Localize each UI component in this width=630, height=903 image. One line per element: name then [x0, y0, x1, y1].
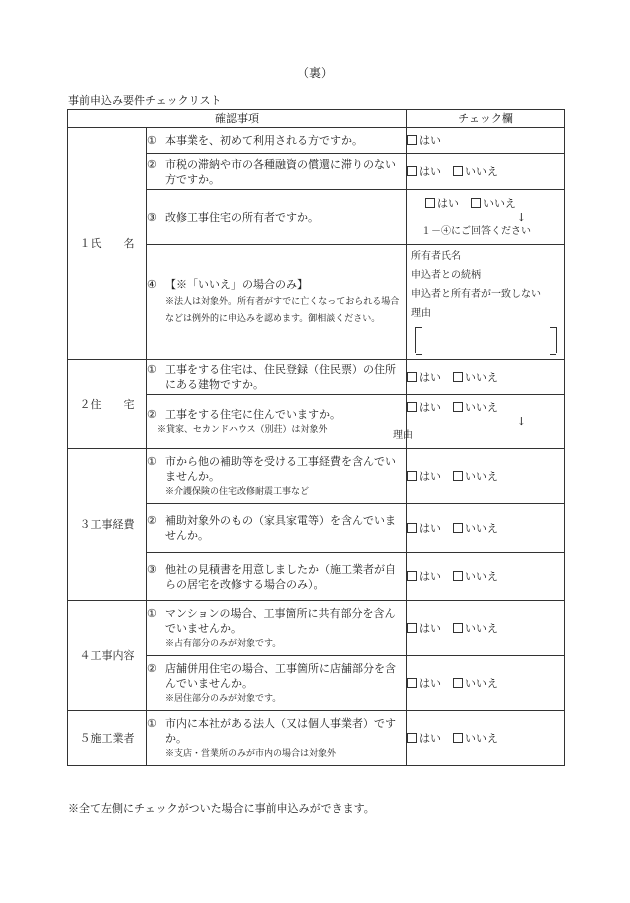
- checkbox-icon: [453, 471, 463, 481]
- no-label: いいえ: [465, 731, 498, 745]
- no-checkbox[interactable]: [453, 731, 498, 746]
- item-number: ①: [147, 363, 157, 376]
- item-text: 店舗併用住宅の場合、工事箇所に店舗部分を含んでいませんか。: [165, 661, 396, 690]
- check-4-2: [407, 656, 565, 711]
- checkbox-icon: [407, 623, 417, 633]
- item-text: 市内に本社がある法人（又は個人事業者）ですか。: [165, 716, 396, 745]
- reason-label: 理由: [393, 430, 413, 441]
- page-title: （裏）: [296, 66, 333, 80]
- checkbox-icon: [407, 471, 417, 481]
- checklist-title: 事前申込み要件チェックリスト: [68, 94, 222, 107]
- yes-label: はい: [419, 570, 441, 583]
- item-2-2: [147, 395, 407, 449]
- no-label: いいえ: [483, 196, 516, 210]
- check-1-2: [407, 154, 565, 190]
- item-text: 市から他の補助等を受ける工事経費を含んでいませんか。: [165, 454, 396, 483]
- item-4-1: [147, 601, 407, 656]
- no-checkbox[interactable]: [453, 521, 498, 536]
- arrow-down-icon: ↓: [516, 210, 526, 224]
- no-checkbox[interactable]: [453, 164, 498, 179]
- yes-checkbox[interactable]: [407, 621, 441, 636]
- header-check: チェック欄: [407, 110, 565, 128]
- no-label: いいえ: [465, 165, 498, 178]
- checkbox-icon: [453, 733, 463, 743]
- yes-checkbox[interactable]: [407, 469, 441, 484]
- category-name: １氏 名: [68, 128, 147, 360]
- item-number: ①: [147, 716, 157, 730]
- checkbox-icon: [407, 678, 417, 688]
- item-5-1: [147, 711, 407, 766]
- no-checkbox[interactable]: [453, 400, 498, 415]
- yes-checkbox[interactable]: [407, 400, 441, 415]
- checklist-table: [67, 109, 565, 766]
- checkbox-icon: [453, 166, 463, 176]
- check-2-2: [393, 395, 565, 449]
- item-text: 市税の滞納や市の各種融資の償還に滞りのない方ですか。: [165, 157, 396, 186]
- checkbox-icon: [453, 523, 463, 533]
- checkbox-icon: [453, 372, 463, 382]
- yes-checkbox[interactable]: [407, 133, 441, 148]
- check-3-2: [407, 504, 565, 553]
- checkbox-icon: [407, 372, 417, 382]
- yes-checkbox[interactable]: [407, 370, 441, 385]
- item-number: ①: [147, 606, 157, 620]
- yes-checkbox[interactable]: [407, 676, 441, 691]
- yes-label: はい: [419, 621, 441, 635]
- mismatch-label: 申込者と所有者が一致しない: [411, 289, 541, 300]
- item-text: 改修工事住宅の所有者ですか。: [165, 210, 319, 224]
- item-text: 工事をする住宅に住んでいますか。: [165, 407, 341, 421]
- checkbox-icon: [453, 571, 463, 581]
- yes-checkbox[interactable]: [407, 521, 441, 536]
- item-2-1: [147, 360, 407, 395]
- table-row: [68, 128, 565, 154]
- checkbox-icon: [407, 166, 417, 176]
- footer-note: ※全て左側にチェックがついた場合に事前申込みができます。: [68, 802, 375, 815]
- table-row: [68, 711, 565, 766]
- checkbox-icon: [453, 623, 463, 633]
- check-5-1: [407, 711, 565, 766]
- header-items: 確認事項: [68, 110, 407, 128]
- checkbox-icon: [407, 402, 417, 412]
- item-text: 補助対象外のもの（家具家電等）を含んでいませんか。: [165, 514, 396, 542]
- no-label: いいえ: [465, 370, 498, 384]
- item-number: ②: [147, 514, 157, 527]
- item-text: マンションの場合、工事箇所に共有部分を含んでいませんか。: [165, 606, 396, 635]
- owner-name-field[interactable]: 所有者氏名: [411, 251, 461, 262]
- yes-label: はい: [437, 196, 459, 210]
- checkbox-icon: [471, 198, 481, 208]
- no-label: いいえ: [465, 621, 498, 635]
- yes-label: はい: [419, 676, 441, 690]
- no-checkbox[interactable]: [453, 621, 498, 636]
- yes-checkbox[interactable]: [425, 196, 459, 211]
- item-note: ※支店・営業所のみが市内の場合は対象外: [165, 748, 337, 759]
- item-1-3: [147, 190, 407, 245]
- reason-label: 理由: [411, 308, 431, 319]
- check-3-1: [407, 449, 565, 504]
- item-number: ③: [147, 210, 157, 224]
- relation-field[interactable]: 申込者との続柄: [411, 270, 481, 281]
- check-1-3: [407, 190, 565, 245]
- yes-label: はい: [419, 401, 441, 414]
- item-note: ※貸家、セカンドハウス（別荘）は対象外: [157, 424, 328, 435]
- yes-label: はい: [419, 165, 441, 178]
- checkbox-icon: [407, 571, 417, 581]
- no-label: いいえ: [465, 469, 498, 483]
- item-note: ※居住部分のみが対象です。: [165, 693, 282, 704]
- item-number: ①: [147, 134, 157, 147]
- category-name: ３工事経費: [68, 449, 147, 601]
- yes-label: はい: [419, 134, 441, 147]
- yes-checkbox[interactable]: [407, 164, 441, 179]
- item-number: ②: [147, 157, 157, 171]
- item-4-2: [147, 656, 407, 711]
- item-1-1: [147, 128, 407, 154]
- checkbox-icon: [453, 678, 463, 688]
- no-checkbox[interactable]: [471, 196, 516, 211]
- table-row: [68, 601, 565, 656]
- no-checkbox[interactable]: [453, 676, 498, 691]
- checkbox-icon: [407, 135, 417, 145]
- item-1-4: [147, 245, 407, 360]
- category-name: ５施工業者: [68, 711, 147, 766]
- no-checkbox[interactable]: [453, 469, 498, 484]
- no-label: いいえ: [465, 401, 498, 414]
- checkbox-icon: [407, 523, 417, 533]
- no-label: いいえ: [465, 570, 498, 583]
- item-number: ②: [147, 661, 157, 675]
- checkbox-icon: [407, 733, 417, 743]
- header-row: [68, 110, 565, 128]
- check-1-1: [407, 128, 565, 154]
- table-row: [68, 449, 565, 504]
- item-1-2: [147, 154, 407, 190]
- owner-fields: [407, 245, 565, 360]
- item-number: ①: [147, 454, 157, 468]
- category-name: ４工事内容: [68, 601, 147, 711]
- check-2-1: [407, 360, 565, 395]
- reason-input[interactable]: [415, 327, 557, 353]
- yes-label: はい: [419, 469, 441, 483]
- checkbox-icon: [453, 402, 463, 412]
- item-number: ③: [147, 562, 157, 576]
- item-note: ※占有部分のみが対象です。: [165, 638, 282, 649]
- yes-checkbox[interactable]: [407, 731, 441, 746]
- item-number: ②: [147, 407, 157, 421]
- check-3-3: [407, 553, 565, 601]
- arrow-down-icon: ↓: [516, 415, 526, 428]
- category-name: ２住 宅: [68, 360, 147, 449]
- item-text: 【※「いいえ」の場合のみ】: [165, 277, 308, 291]
- yes-label: はい: [419, 370, 441, 384]
- no-label: いいえ: [465, 676, 498, 690]
- item-3-2: [147, 504, 407, 553]
- checkbox-icon: [425, 198, 435, 208]
- no-checkbox[interactable]: [453, 569, 498, 584]
- no-label: いいえ: [465, 521, 498, 535]
- check-4-1: [407, 601, 565, 656]
- table-row: [68, 360, 565, 395]
- redirect-note: １－④にご回答ください: [421, 225, 531, 237]
- item-note: ※介護保険の住宅改修耐震工事など: [165, 486, 310, 497]
- item-text: 本事業を、初めて利用される方ですか。: [165, 134, 363, 147]
- yes-label: はい: [419, 731, 441, 745]
- no-checkbox[interactable]: [453, 370, 498, 385]
- item-3-1: [147, 449, 407, 504]
- item-text: 他社の見積書を用意しましたか（施工業者が自らの居宅を改修する場合のみ）。: [165, 562, 396, 591]
- item-3-3: [147, 553, 407, 601]
- yes-checkbox[interactable]: [407, 569, 441, 584]
- item-note: ※法人は対象外。所有者がすでに亡くなっておられる場合などは例外的に申込みを認めます。御相談ください。: [165, 296, 400, 324]
- yes-label: はい: [419, 521, 441, 535]
- item-number: ④: [147, 277, 157, 291]
- item-text: 工事をする住宅は、住民登録（住民票）の住所にある建物ですか。: [165, 363, 396, 391]
